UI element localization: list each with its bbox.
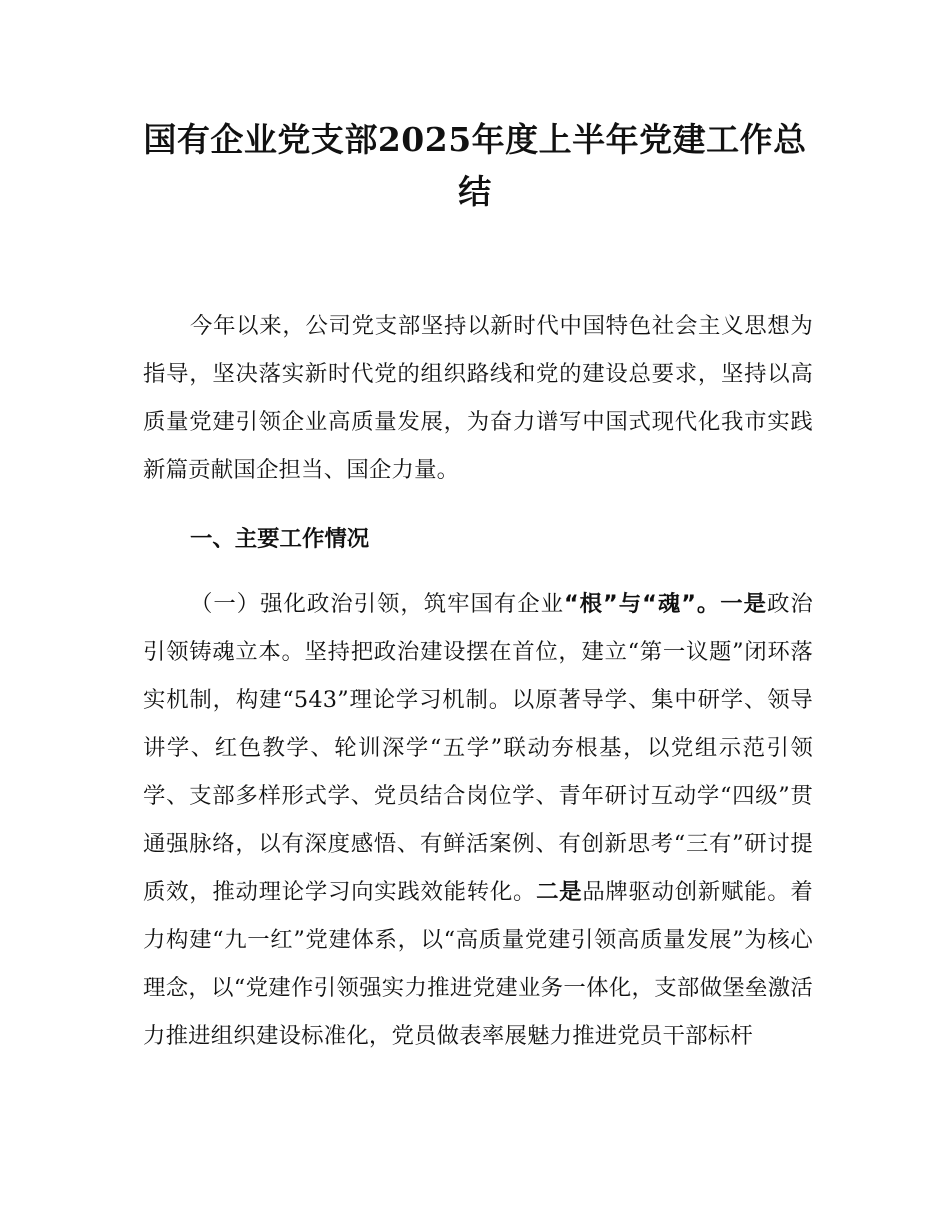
section-1-1-bold2: 二是 [536, 879, 583, 905]
section-heading-1: 一、主要工作情况 [190, 526, 370, 552]
section-1-1-lead-bold: “根”与“魂”。一是 [563, 591, 768, 617]
document-title: 国有企业党支部2025年度上半年党建工作总结 [143, 120, 807, 211]
section-1-1-part2: 品牌驱动创新赋能。着力构建“九一红”党建体系，以“高质量党建引领高质量发展”为核心理念，以“党建作引领强实力推进党建业务一体化，支部做堡垒激活力推进组织建设标准化，党员做表率展魅力推进党员干部标杆 [143, 879, 813, 1049]
section-1-1-part1: 政治引领铸魂立本。坚持把政治建设摆在首位，建立“第一议题”闭环落实机制，构建“543”理论学习机制。以原著导学、集中研学、领导讲学、红色教学、轮训深学“五学”联动夯根基，以党组示范引领学、支部多样形式学、党员结合岗位学、青年研讨互动学“四级”贯通强脉络，以有深度感悟、有鲜活案例、有创新思考“三有”研讨提质效，推动理论学习向实践效能转化。 [143, 591, 813, 905]
section-1-1-lead: （一）强化政治引领，筑牢国有企业 [190, 591, 564, 617]
section-1-1-paragraph [143, 580, 813, 1060]
intro-paragraph: 今年以来，公司党支部坚持以新时代中国特色社会主义思想为指导，坚决落实新时代党的组织路线和党的建设总要求，坚持以高质量党建引领企业高质量发展，为奋力谱写中国式现代化我市实践新篇贡献国企担当、国企力量。 [143, 313, 813, 483]
